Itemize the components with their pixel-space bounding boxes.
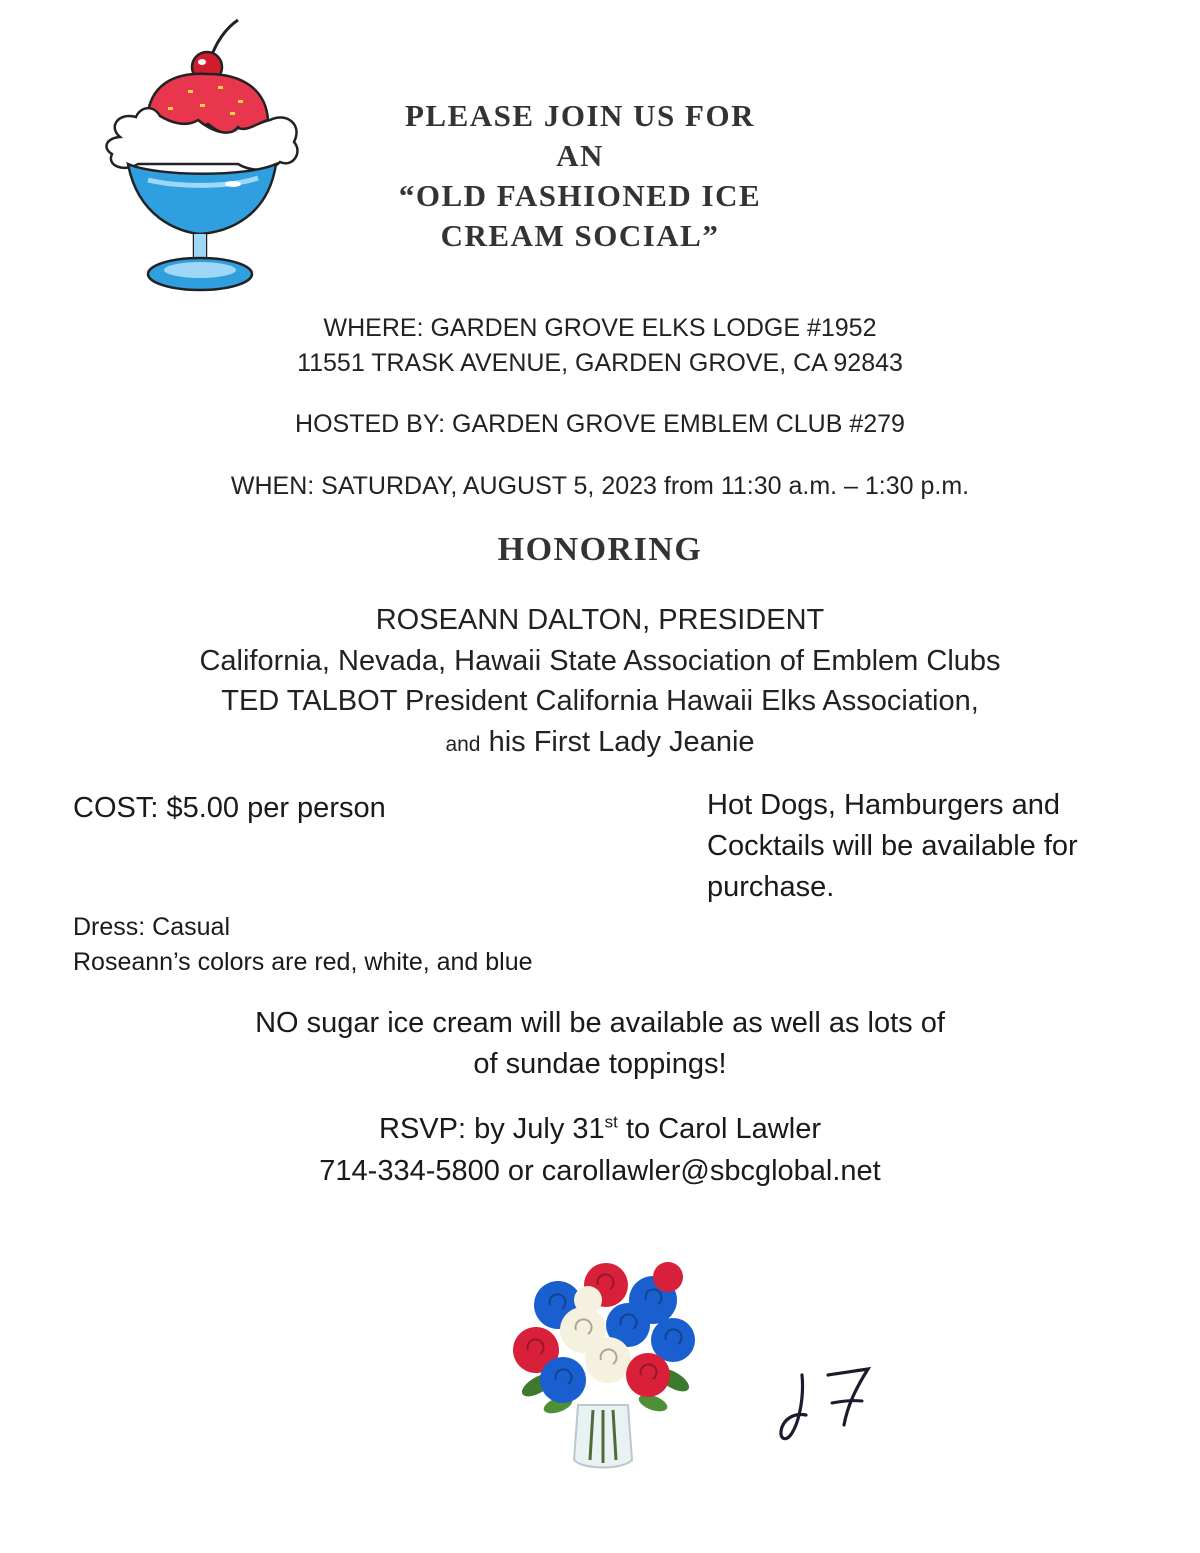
food-line: Cocktails will be available for	[707, 830, 1078, 862]
dress-code: Dress: Casual	[73, 913, 230, 941]
honoree-line	[0, 722, 1200, 766]
first-lady-text: his First Lady Jeanie	[488, 725, 755, 758]
event-date-time: WHEN: SATURDAY, AUGUST 5, 2023 from 11:30 a.m. – 1:30 p.m.	[230, 472, 970, 500]
food-line: Hot Dogs, Hamburgers and	[707, 789, 1060, 821]
rose-bouquet-icon	[508, 1255, 698, 1475]
ordinal-suffix: st	[604, 1112, 618, 1132]
hosted-by: HOSTED BY: GARDEN GROVE EMBLEM CLUB #279	[295, 410, 905, 438]
title-line: AN	[556, 138, 604, 173]
title-line: CREAM SOCIAL”	[440, 218, 720, 253]
honorees-list	[0, 600, 1200, 765]
dress-info	[73, 910, 533, 980]
honoree-line: TED TALBOT President California Hawaii Elks Association,	[221, 685, 979, 717]
event-location	[0, 311, 1200, 381]
ice-cream-sundae-icon	[98, 12, 303, 297]
honoree-line: ROSEANN DALTON, PRESIDENT	[375, 604, 825, 636]
rsvp-deadline: RSVP: by July 31	[379, 1113, 605, 1145]
title-line: PLEASE JOIN US FOR	[405, 98, 755, 133]
note-line: of sundae toppings!	[473, 1047, 727, 1080]
rsvp-contact: 714-334-5800 or carollawler@sbcglobal.net	[319, 1155, 881, 1187]
rsvp-info	[0, 1108, 1200, 1192]
ice-cream-note	[0, 1003, 1200, 1084]
cost-info: COST: $5.00 per person	[73, 792, 386, 824]
honoring-heading: HONORING	[497, 531, 703, 568]
address-line: 11551 TRASK AVENUE, GARDEN GROVE, CA 92843	[297, 349, 903, 377]
and-word: and	[445, 732, 481, 756]
food-info	[707, 785, 1177, 908]
title-line: “OLD FASHIONED ICE	[398, 178, 762, 213]
rsvp-line	[0, 1108, 1200, 1150]
handwritten-initials	[770, 1355, 885, 1450]
food-line: purchase.	[707, 871, 835, 903]
where-line: WHERE: GARDEN GROVE ELKS LODGE #1952	[323, 314, 877, 342]
invitation-title	[330, 96, 830, 256]
honoree-line: California, Nevada, Hawaii State Association of Emblem Clubs	[199, 644, 1001, 677]
rsvp-contact-name: to Carol Lawler	[617, 1113, 821, 1145]
colors-note: Roseann’s colors are red, white, and blue	[73, 948, 533, 976]
note-line: NO sugar ice cream will be available as well as lots of	[255, 1007, 945, 1039]
